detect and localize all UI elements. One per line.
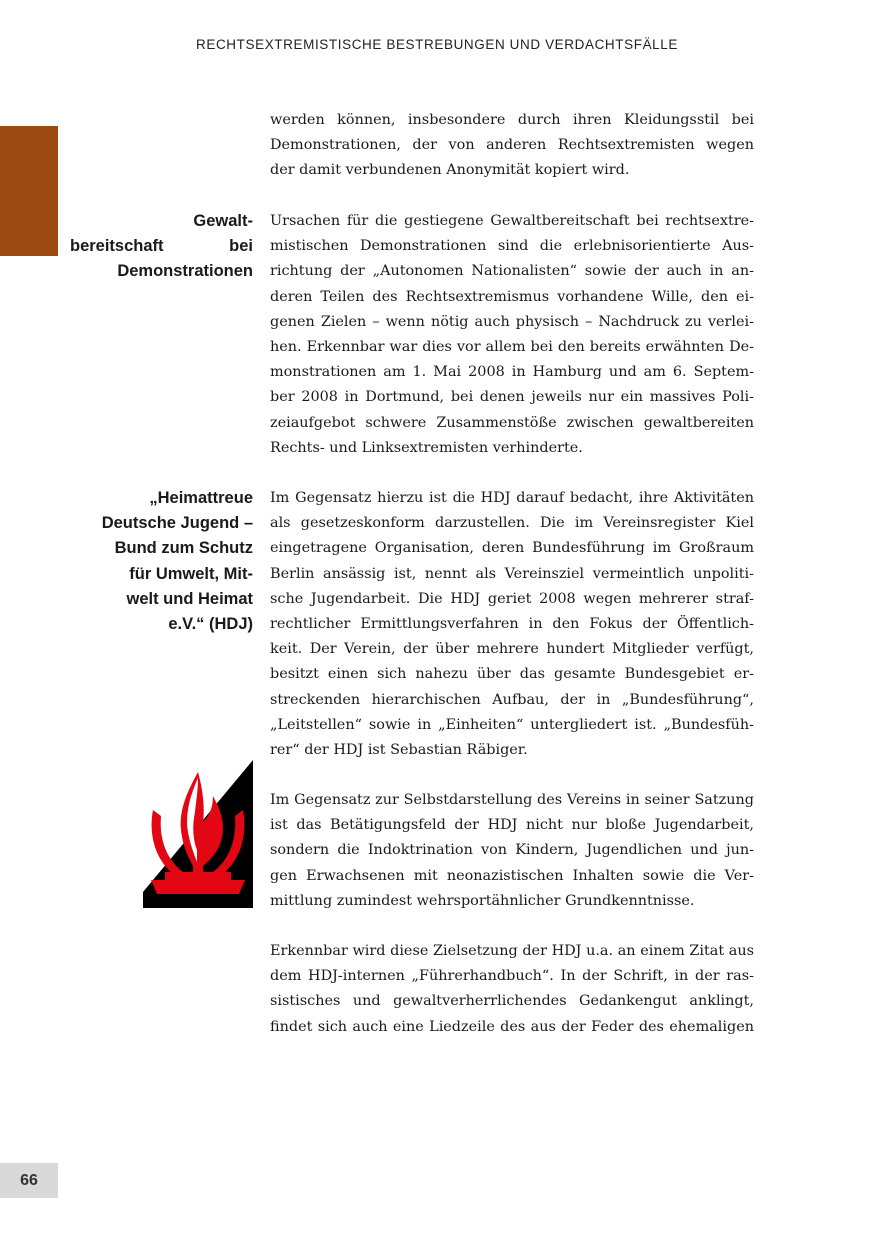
heading-line: welt und Heimat <box>126 589 253 608</box>
heading-line: Deutsche Jugend – <box>101 514 253 533</box>
text-line: gen Erwachsenen mit neonazistischen Inhalten sowie die Ver- <box>270 867 754 884</box>
paragraph-2 <box>270 209 754 461</box>
text-line: ist das Betätigungsfeld der HDJ nicht nur bloße Jugendarbeit, <box>270 817 754 834</box>
text-line: rer“ der HDJ ist Sebastian Räbiger. <box>270 741 528 758</box>
text-line: richtung der „Autonomen Nationalisten“ sowie der auch in an- <box>270 263 754 280</box>
logo-base <box>151 880 245 894</box>
hdj-logo-image <box>143 760 253 908</box>
paragraph-4 <box>270 788 754 914</box>
heading-line: e.V.“ (HDJ) <box>168 615 253 634</box>
paragraph-1 <box>270 108 754 184</box>
text-line: mittlung zumindest wehrsportähnlicher Grundkenntnisse. <box>270 892 695 909</box>
text-line: streckenden hierarchischen Aufbau, der in „Bundesführung“, <box>270 691 754 708</box>
text-line: Berlin ansässig ist, nennt als Vereinsziel vermeintlich unpoliti- <box>270 565 754 582</box>
running-header: RECHTSEXTREMISTISCHE BESTREBUNGEN UND VERDACHTSFÄLLE <box>195 37 679 52</box>
text-line: deren Teilen des Rechtsextremismus vorhandene Wille, den ei- <box>270 288 754 305</box>
page-number: 66 <box>0 1163 58 1198</box>
text-line: eingetragene Organisation, deren Bundesführung im Großraum <box>270 540 754 557</box>
text-line: Erkennbar wird diese Zielsetzung der HDJ u.a. an einem Zitat aus <box>270 943 754 959</box>
text-line: sistisches und gewaltverherrlichendes Gedankengut anklingt, <box>270 993 754 1010</box>
text-line: Rechts- und Linksextremisten verhinderte. <box>270 439 583 456</box>
text-line: genen Zielen – wenn nötig auch physisch – Nachdruck zu verlei- <box>270 313 754 330</box>
text-line: der damit verbundenen Anonymität kopiert wird. <box>270 162 630 179</box>
heading-line: Gewalt- <box>193 212 253 230</box>
text-line: sondern die Indoktrination von Kindern, Jugendlichen und jun- <box>270 842 754 859</box>
text-line: findet sich auch eine Liedzeile des aus der Feder des ehemaligen <box>270 1018 754 1035</box>
paragraph-3 <box>270 486 754 763</box>
heading-line: für Umwelt, Mit- <box>129 564 253 583</box>
heading-line: Bund zum Schutz <box>114 539 253 558</box>
paragraph-5 <box>270 939 754 1040</box>
heading-line: Demonstrationen <box>117 262 253 281</box>
side-heading-hdj <box>70 486 253 637</box>
text-line: Demonstrationen, der von anderen Rechtsextremisten wegen <box>270 137 754 154</box>
text-line: ber 2008 in Dortmund, bei denen jeweils nur ein massives Poli- <box>270 389 754 406</box>
text-line: dem HDJ-internen „Führerhandbuch“. In der Schrift, in der ras- <box>270 968 754 985</box>
text-line: hen. Erkennbar war dies vor allem bei den bereits erwähnten De- <box>270 338 754 355</box>
heading-line <box>70 234 253 259</box>
text-line: Im Gegensatz zur Selbstdarstellung des Vereins in seiner Satzung <box>270 792 754 808</box>
heading-word: bereitschaft <box>70 237 164 256</box>
text-line: besitzt einen sich nahezu über das gesamte Bundesgebiet er- <box>270 666 754 683</box>
text-line: zeiaufgebot schwere Zusammenstöße zwischen gewaltbereiten <box>270 414 754 431</box>
text-line: monstrationen am 1. Mai 2008 in Hamburg und am 6. Septem- <box>270 364 754 381</box>
text-line: mistischen Demonstrationen sind die erlebnisorientierte Aus- <box>270 238 754 255</box>
text-line: keit. Der Verein, der über mehrere hundert Mitglieder verfügt, <box>270 641 754 658</box>
heading-word: bei <box>229 237 253 256</box>
text-line: „Leitstellen“ sowie in „Einheiten“ untergliedert ist. „Bundesfüh- <box>270 716 754 733</box>
text-line: Im Gegensatz hierzu ist die HDJ darauf bedacht, ihre Aktivitäten <box>270 490 754 506</box>
logo-base-top <box>165 872 231 880</box>
text-line: sche Jugendarbeit. Die HDJ geriet 2008 wegen mehrerer straf- <box>270 590 754 607</box>
side-heading-violence <box>70 209 253 285</box>
text-line: Ursachen für die gestiegene Gewaltbereitschaft bei rechtsextre- <box>270 213 754 229</box>
text-line: werden können, insbesondere durch ihren Kleidungsstil bei <box>270 112 754 128</box>
chapter-color-tab <box>0 126 58 256</box>
text-line: rechtlicher Ermittlungsverfahren in den Fokus der Öffentlich- <box>270 615 754 632</box>
text-line: als gesetzeskonform darzustellen. Die im Vereinsregister Kiel <box>270 515 754 532</box>
heading-line: „Heimattreue <box>149 489 253 507</box>
